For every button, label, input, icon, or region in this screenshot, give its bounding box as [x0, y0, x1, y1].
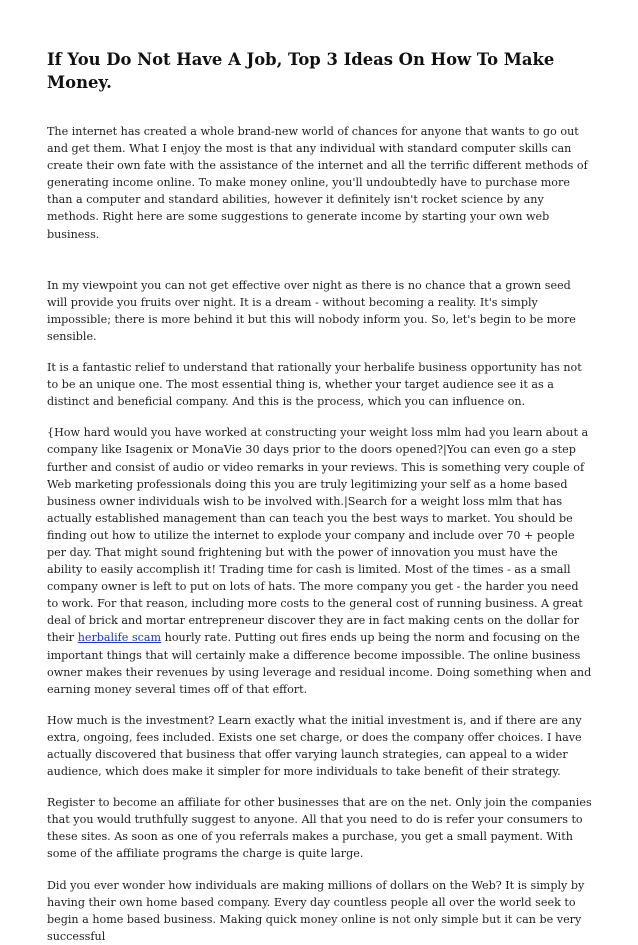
affiliate-paragraph: Register to become an affiliate for other businesses that are on the net. Only join the companies that you would truthfully suggest to anyone. All that you need to do is refer your consumers to these sites. As soon as one of you referrals makes a purchase, you get a small payment. With some of the affiliate programs the charge is quite large. — [47, 796, 592, 861]
long-paragraph — [47, 424, 593, 698]
relief-paragraph: It is a fantastic relief to understand that rationally your herbalife business opportunity has not to be an unique one. The most essential thing is, whether your target audience see it as a distinct and beneficial company. And this is the process, which you can influence on. — [47, 361, 582, 409]
long-paragraph-text-before: {How hard would you have worked at constructing your weight loss mlm had you learn about a company like Isagenix or MonaVie 30 days prior to the doors opened?|You can even go a step further and consist of audio or video remarks in your reviews. This is something very couple of Web marketing professionals doing this you are truly legitimizing your self as a home based business owner individuals wish to be involved with.|Search for a weight loss mlm that has actually established management than can teach you the best ways to market. You should be finding out how to utilize the internet to explode your company and include over 70 + people per day. That might sound frightening but with the power of innovation you must have the ability to easily accomplish it! Trading time for cash is limited. Most of the times - as a small company owner is left to put on lots of hats. The more company you get - the harder you need to work. For that reason, including more costs to the general cost of running business. A great deal of brick and mortar entrepreneur discover they are in fact making cents on the dollar for their — [47, 426, 589, 645]
intro-paragraph: The internet has created a whole brand-new world of chances for anyone that wants to go out and get them. What I enjoy the most is that any individual with standard computer skills can create their own fate with the assistance of the internet and all the terrific different methods of generating income online. To make money online, you'll undoubtedly have to purchase more than a computer and standard abilities, however it definitely isn't rocket science by any methods. Right here are some suggestions to generate income by starting your own web business. — [47, 125, 588, 241]
document-page — [47, 48, 593, 945]
section-spacer — [47, 243, 593, 277]
viewpoint-paragraph: In my viewpoint you can not get effective over night as there is no chance that a grown seed will provide you fruits over night. It is a dream - without becoming a reality. It's simply impossible; there is more behind it but this will nobody inform you. So, let's begin to be more sensible. — [47, 278, 576, 343]
millions-paragraph: Did you ever wonder how individuals are making millions of dollars on the Web? It is simply by having their own home based company. Every day countless people all over the world seek to begin a home based business. Making quick money online is not only simple but it can be very successful — [47, 878, 585, 943]
page-title: If You Do Not Have A Job, Top 3 Ideas On How To Make Money. — [47, 50, 555, 92]
investment-paragraph: How much is the investment? Learn exactly what the initial investment is, and if there are any extra, ongoing, fees included. Exists one set charge, or does the company offer choices. I have actually discovered that business that offer varying launch strategies, can appeal to a wider audience, which does make it simpler for more individuals to take benefit of their strategy. — [47, 713, 582, 779]
long-paragraph-text-after: hourly rate. Putting out fires ends up being the norm and focusing on the important things that will certainly make a difference become impossible. The online business owner makes their revenues by using leverage and residual income. Doing something when and earning money several times off of that effort. — [47, 631, 592, 696]
herbalife-scam-link[interactable]: herbalife scam — [77, 631, 162, 645]
